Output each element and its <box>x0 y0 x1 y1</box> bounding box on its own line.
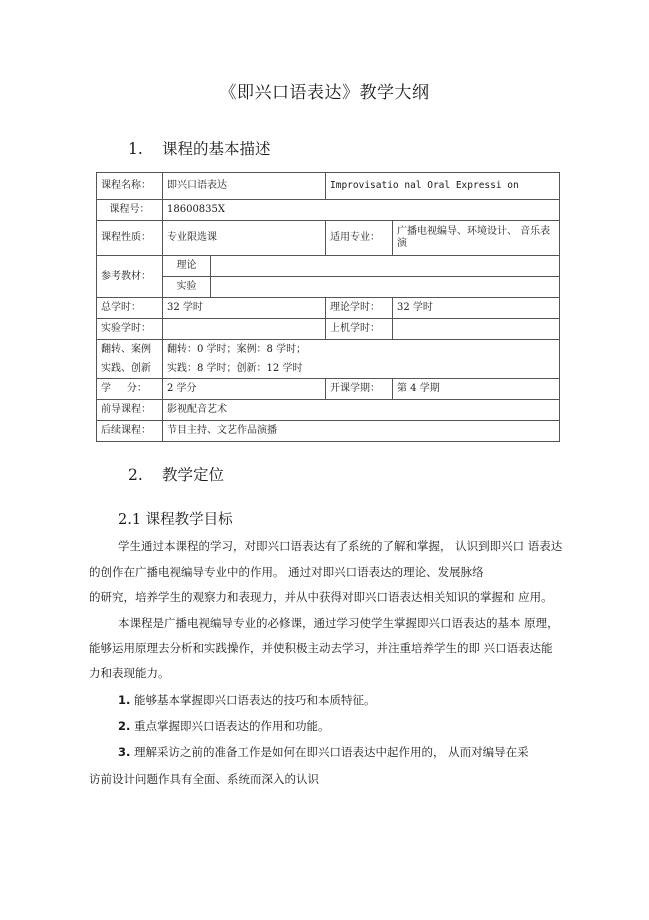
course-nature: 专业限选课 <box>163 221 326 256</box>
theory-hours-label: 理论学时： <box>326 298 393 319</box>
prereq-value: 影视配音艺术 <box>163 400 560 421</box>
list-number: 3. <box>118 745 131 759</box>
table-row <box>97 221 560 256</box>
list-number: 1. <box>118 693 131 707</box>
course-name-cn: 即兴口语表达 <box>163 173 326 200</box>
list-number: 2. <box>118 719 131 733</box>
semester-value: 第 4 学期 <box>393 379 560 400</box>
table-row <box>97 277 560 298</box>
table-row <box>97 200 560 221</box>
follow-label: 后续课程： <box>97 421 163 442</box>
list-text: 能够基本掌握即兴口语表达的技巧和本质特征。 <box>134 693 376 707</box>
textbook-theory-label: 理论 <box>163 256 211 277</box>
total-hours: 32 学时 <box>163 298 326 319</box>
table-row <box>97 340 560 379</box>
total-hours-label: 总学时： <box>97 298 163 319</box>
textbook-practice-label: 实验 <box>163 277 211 298</box>
course-name-en: Improvisatio nal Oral Expressi on <box>326 173 560 200</box>
paragraph-line: 的创作在广播电视编导专业中的作用。 通过对即兴口语表达的理论、发展脉络 <box>89 565 484 579</box>
table-row <box>97 173 560 200</box>
prereq-label: 前导课程： <box>97 400 163 421</box>
computer-hours <box>393 319 560 340</box>
table-row <box>97 319 560 340</box>
flip-value <box>163 340 560 379</box>
table-row <box>97 400 560 421</box>
list-text: 理解采访之前的准备工作是如何在即兴口语表达中起作用的， 从而对编导在采 <box>134 745 529 759</box>
list-text: 重点掌握即兴口语表达的作用和功能。 <box>134 719 330 733</box>
course-info-table <box>96 172 560 442</box>
course-nature-label: 课程性质： <box>97 221 163 256</box>
paragraph-line: 的研究，培养学生的观察力和表现力，并从中获得对即兴口语表达相关知识的掌握和 应用。 <box>89 590 553 604</box>
computer-hours-label: 上机学时： <box>326 319 393 340</box>
lab-hours <box>163 319 326 340</box>
follow-value: 节目主持、文艺作品演播 <box>163 421 560 442</box>
paragraph-line: 能够运用原理去分析和实践操作，并使积极主动去学习，并注重培养学生的即 兴口语表达能 <box>89 641 553 655</box>
table-row <box>97 421 560 442</box>
list-continuation: 访前设计问题作具有全面、系统而深入的认识 <box>89 772 319 786</box>
section-title: 教学定位 <box>162 466 225 484</box>
credit-label: 学 分： <box>97 379 163 400</box>
paragraph-line: 力和表现能力。 <box>89 666 170 680</box>
lab-hours-label: 实验学时： <box>97 319 163 340</box>
table-row <box>97 379 560 400</box>
semester-label: 开课学期： <box>326 379 393 400</box>
major-value: 广播电视编导、环境设计、 音乐表演 <box>393 221 560 256</box>
list-item <box>118 745 529 759</box>
section-number: 1. <box>128 140 143 158</box>
section-number: 2. <box>128 466 143 484</box>
paragraph-line: 学生通过本课程的学习，对即兴口语表达有了系统的了解和掌握， 认识到即兴口 语表达 <box>118 539 563 553</box>
paragraph-line: 本课程是广播电视编导专业的必修课，通过学习使学生掌握即兴口语表达的基本 原理， <box>118 616 559 630</box>
flip-label-line: 翻转、案例 <box>101 344 151 355</box>
table-row <box>97 256 560 277</box>
theory-hours: 32 学时 <box>393 298 560 319</box>
section-title: 课程的基本描述 <box>162 140 271 158</box>
flip-value-line: 实践：8 学时；创新：12 学时 <box>167 363 303 374</box>
flip-label-line: 实践、创新 <box>101 363 151 374</box>
table-row <box>97 298 560 319</box>
course-name-label: 课程名称： <box>97 173 163 200</box>
credit-value: 2 学分 <box>163 379 326 400</box>
section-heading-1 <box>128 137 271 159</box>
textbook-label: 参考教材： <box>97 256 163 298</box>
course-code: 18600835X <box>163 200 560 221</box>
course-code-label: 课程号： <box>97 200 163 221</box>
subsection-heading: 2.1 课程教学目标 <box>118 512 233 528</box>
list-item <box>118 693 376 707</box>
list-item <box>118 719 330 733</box>
section-heading-2 <box>128 463 224 485</box>
textbook-theory-value <box>211 256 560 277</box>
major-label: 适用专业： <box>326 221 393 256</box>
textbook-practice-value <box>211 277 560 298</box>
document-title: 《即兴口语表达》教学大纲 <box>219 83 430 103</box>
flip-value-line: 翻转：0 学时；案例：8 学时； <box>167 344 307 355</box>
flip-label <box>97 340 163 379</box>
